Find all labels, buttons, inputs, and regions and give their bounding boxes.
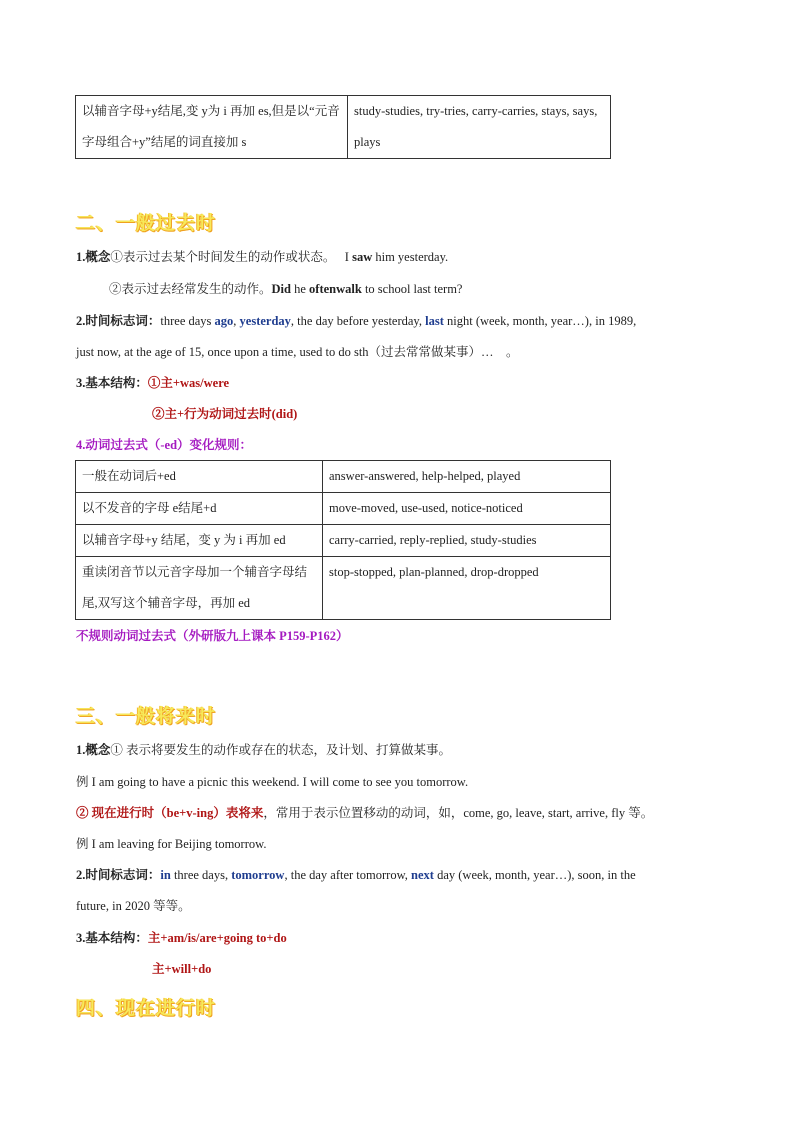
- concept-line: [109, 280, 462, 298]
- table-cell: 一般在动词后+ed: [76, 461, 323, 493]
- table-row: [76, 96, 611, 159]
- time-text: , the day after tomorrow,: [284, 868, 412, 882]
- concept-highlight: ② 现在进行时（be+v-ing）表将来: [76, 806, 264, 820]
- table-cell: carry-carried, reply-replied, study-studies: [323, 525, 611, 557]
- table-cell: 以辅音字母+y 结尾，变 y 为 i 再加 ed: [76, 525, 323, 557]
- example-keyword: oftenwalk: [309, 282, 362, 296]
- concept-line: [76, 248, 448, 266]
- section-heading: 二、一般过去时: [76, 212, 217, 234]
- time-keyword: yesterday: [239, 314, 291, 328]
- irregular-note: 不规则动词过去式（外研版九上课本 P159-P162）: [76, 629, 349, 643]
- structure-formula: 主+am/is/are+going to+do: [147, 931, 287, 945]
- table-cell: 重读闭音节以元音字母加一个辅音字母结尾,双写这个辅音字母，再加 ed: [76, 557, 323, 620]
- concept-label: 1.概念: [76, 250, 111, 264]
- structure-label: 3.基本结构：: [76, 931, 148, 945]
- time-markers-line-2: just now, at the age of 15, once upon a time, used to do sth（过去常常做某事）… 。: [76, 345, 519, 359]
- structure-line: [76, 374, 229, 392]
- time-markers-line: [76, 866, 636, 884]
- structure-line: [76, 929, 287, 947]
- table-cell: answer-answered, help-helped, played: [323, 461, 611, 493]
- example-line: 例 I am going to have a picnic this weekend. I will come to see you tomorrow.: [76, 775, 469, 789]
- example-text: I: [344, 250, 353, 264]
- rule-title: 4.动词过去式（-ed）变化规则：: [76, 438, 253, 452]
- table-cell: study-studies, try-tries, carry-carries, stays, says, plays: [348, 96, 611, 159]
- table-cell: 以不发音的字母 e结尾+d: [76, 493, 323, 525]
- table-cell: stop-stopped, plan-planned, drop-dropped: [323, 557, 611, 620]
- structure-formula: 主+will+do: [152, 962, 212, 976]
- concept-text: ①表示过去某个时间发生的动作或状态。: [110, 250, 336, 264]
- table-row: [76, 525, 611, 557]
- structure-formula: ②主+行为动词过去时(did): [152, 407, 298, 421]
- concept-text: ，常用于表示位置移动的动词，如，come, go, leave, start, arrive, fly 等。: [263, 806, 654, 820]
- time-label: 2.时间标志词：: [76, 868, 161, 882]
- example-keyword: Did: [271, 282, 291, 296]
- time-text: three days,: [170, 868, 232, 882]
- example-text: to school last term?: [361, 282, 463, 296]
- structure-label: 3.基本结构：: [76, 376, 148, 390]
- spelling-rule-table: [75, 95, 611, 159]
- concept-text: ① 表示将要发生的动作或存在的状态，及计划、打算做某事。: [110, 743, 452, 757]
- time-text: , the day before yesterday,: [290, 314, 426, 328]
- example-keyword: saw: [352, 250, 373, 264]
- time-keyword: ago: [214, 314, 234, 328]
- table-row: [76, 461, 611, 493]
- time-keyword: in: [160, 868, 171, 882]
- example-text: he: [290, 282, 310, 296]
- time-text: ,: [233, 314, 240, 328]
- table-row: [76, 557, 611, 620]
- time-markers-line: [76, 312, 636, 330]
- time-label: 2.时间标志词：: [76, 314, 161, 328]
- example-text: him yesterday.: [372, 250, 449, 264]
- past-tense-rule-table: [75, 460, 611, 620]
- table-cell: move-moved, use-used, notice-noticed: [323, 493, 611, 525]
- concept-label: 1.概念: [76, 743, 111, 757]
- time-text: day (week, month, year…), soon, in the: [433, 868, 636, 882]
- section-heading: 三、一般将来时: [76, 705, 217, 727]
- time-keyword: last: [425, 314, 444, 328]
- section-heading: 四、现在进行时: [76, 997, 217, 1019]
- time-markers-line-2: future, in 2020 等等。: [76, 899, 191, 913]
- concept-line: [76, 804, 653, 822]
- time-keyword: next: [411, 868, 434, 882]
- example-line: 例 I am leaving for Beijing tomorrow.: [76, 837, 267, 851]
- time-text: night (week, month, year…), in 1989,: [443, 314, 637, 328]
- time-text: three days: [160, 314, 215, 328]
- time-keyword: tomorrow: [231, 868, 285, 882]
- structure-formula: ①主+was/were: [147, 376, 230, 390]
- table-row: [76, 493, 611, 525]
- table-cell: 以辅音字母+y结尾,变 y为 i 再加 es,但是以“元音字母组合+y”结尾的词直接加 s: [76, 96, 348, 159]
- concept-text: ②表示过去经常发生的动作。: [109, 282, 272, 296]
- concept-line: [76, 741, 451, 759]
